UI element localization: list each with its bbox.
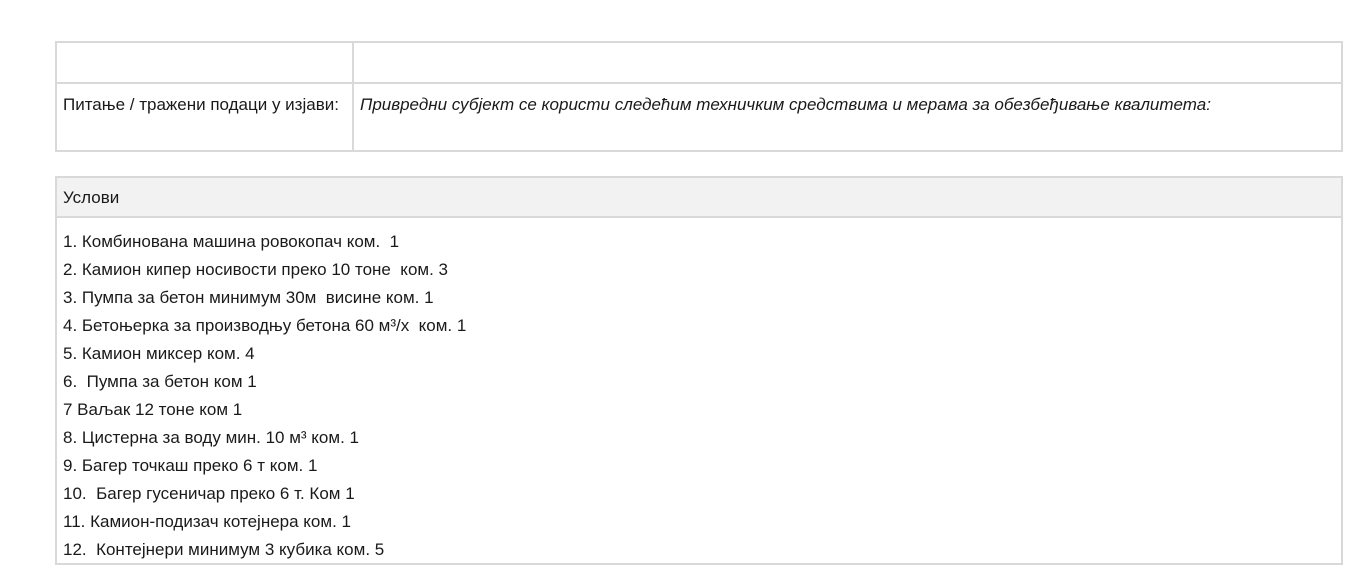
conditions-list bbox=[57, 218, 1341, 564]
list-item: 10. Багер гусеничар преко 6 т. Ком 1 bbox=[63, 484, 355, 503]
list-item: 1. Комбинована машина ровокопач ком. 1 bbox=[63, 232, 400, 251]
list-item: 8. Цистерна за воду мин. 10 м³ ком. 1 bbox=[63, 428, 359, 447]
list-item: 4. Бетоњерка за производњу бетона 60 м³/х ком. 1 bbox=[63, 316, 467, 335]
statement-row-empty bbox=[57, 43, 1341, 84]
statement-row-question bbox=[57, 84, 1341, 150]
answer-text: Привредни субјект се користи следећим техничким средствима и мерама за обезбеђивање квалитета: bbox=[360, 95, 1211, 114]
question-label: Питање / тражени подаци у изјави: bbox=[57, 84, 354, 150]
list-item: 3. Пумпа за бетон минимум 30м висине ком. 1 bbox=[63, 288, 434, 307]
conditions-header: Услови bbox=[57, 178, 1341, 218]
list-item: 11. Камион-подизач котејнера ком. 1 bbox=[63, 512, 351, 531]
statement-cell-left-empty bbox=[57, 43, 354, 82]
conditions-panel bbox=[55, 176, 1343, 565]
list-item: 12. Контејнери минимум 3 кубика ком. 5 bbox=[63, 540, 385, 559]
list-item: 2. Камион кипер носивости преко 10 тоне ком. 3 bbox=[63, 260, 448, 279]
list-item: 5. Камион миксер ком. 4 bbox=[63, 344, 255, 363]
list-item: 9. Багер точкаш преко 6 т ком. 1 bbox=[63, 456, 318, 475]
statement-cell-right-empty bbox=[354, 43, 1341, 82]
list-item: 7 Ваљак 12 тоне ком 1 bbox=[63, 400, 243, 419]
statement-table bbox=[55, 41, 1343, 152]
list-item: 6. Пумпа за бетон ком 1 bbox=[63, 372, 257, 391]
